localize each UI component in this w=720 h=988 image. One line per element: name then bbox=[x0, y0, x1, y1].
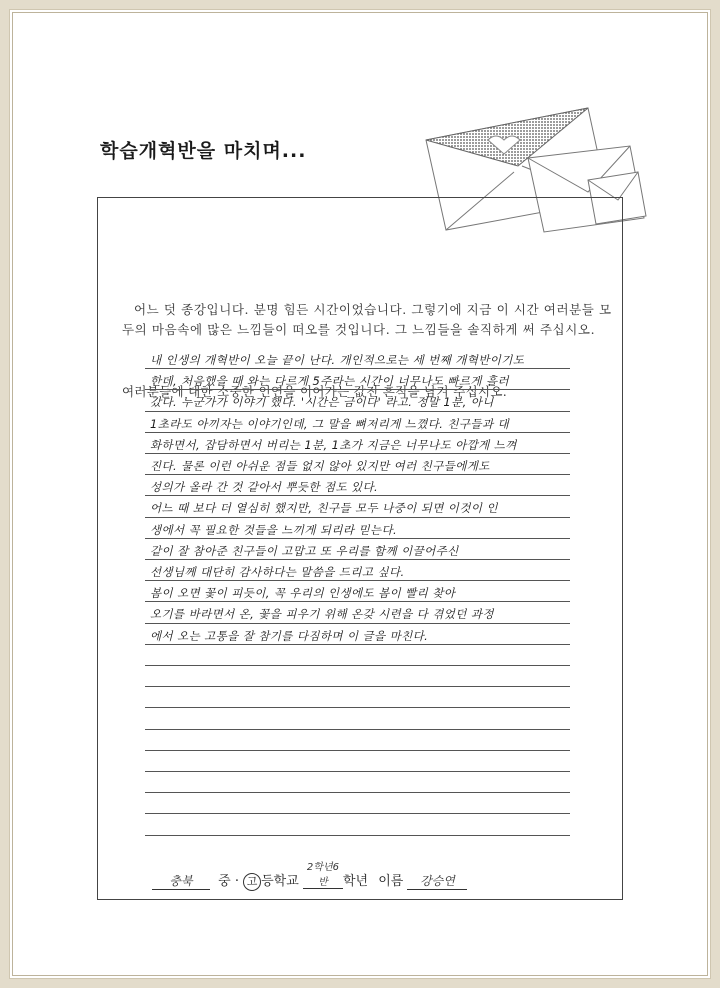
handwritten-line: 내 인생의 개혁반이 오늘 끝이 난다. 개인적으로는 세 번째 개혁반이기도 bbox=[150, 353, 525, 367]
handwritten-line: 한데, 처음했을 때 와는 다르게 5주라는 시간이 너무나도 빠르게 흘러 bbox=[150, 374, 510, 389]
grade-label: 학년 bbox=[342, 874, 369, 889]
ruled-line bbox=[145, 559, 570, 560]
ruled-line bbox=[145, 665, 570, 666]
instruction-paragraph: 여러분들에 대한 소중한 인연을 이어가는 값진 흔적을 남겨 주십시오. bbox=[122, 384, 507, 399]
ruled-line bbox=[145, 538, 570, 539]
ruled-line bbox=[145, 707, 570, 708]
handwritten-line: 오기를 바라면서 온, 꽃을 피우기 위해 온갖 시련을 다 겪었던 과정 bbox=[150, 607, 494, 622]
grade-class-field: 2학년6반 bbox=[303, 858, 343, 889]
signature-line: 충북 중 · 고 등학교 2학년6반 학년 이름 강승연 bbox=[152, 858, 467, 882]
handwritten-line: 선생님께 대단히 감사하다는 말씀을 드리고 싶다. bbox=[150, 565, 405, 579]
handwritten-line: 성의가 올라 간 것 같아서 뿌듯한 점도 있다. bbox=[150, 480, 379, 495]
instruction-paragraph: 어느 덧 종강입니다. 분명 힘든 시간이었습니다. 그렇기에 지금 이 시간 여러분들 모두의 마음속에 많은 느낌들이 떠오를 것입니다. 그 느낌들을 솔직하게 써 주십시오. bbox=[122, 302, 612, 337]
ruled-line bbox=[145, 813, 570, 814]
handwritten-line: 생에서 꼭 필요한 것들을 느끼게 되리라 믿는다. bbox=[150, 522, 398, 537]
ruled-line bbox=[145, 601, 570, 602]
ruled-line bbox=[145, 453, 570, 454]
ruled-line bbox=[145, 580, 570, 581]
ruled-line bbox=[145, 771, 570, 772]
ruled-line bbox=[145, 750, 570, 751]
handwritten-line: 화하면서, 잡담하면서 버리는 1분, 1초가 지금은 너무나도 아깝게 느껴 bbox=[150, 437, 517, 452]
ruled-line bbox=[145, 495, 570, 496]
ruled-line bbox=[145, 729, 570, 730]
handwritten-line: 1초라도 아끼자는 이야기인데, 그 말을 뼈저리게 느꼈다. 친구들과 대 bbox=[150, 416, 510, 431]
handwritten-line: 진다. 물론 이런 아쉬운 점들 없지 않아 있지만 여러 친구들에게도 bbox=[150, 459, 490, 473]
ruled-line bbox=[145, 623, 570, 624]
ruled-line bbox=[145, 517, 570, 518]
middle-school-label: 중 bbox=[218, 874, 231, 889]
high-school-circled-label: 고 bbox=[243, 873, 261, 891]
ruled-line bbox=[145, 474, 570, 475]
page-title: 학습개혁반을 마치며... bbox=[100, 140, 307, 162]
region-field: 충북 bbox=[152, 872, 210, 890]
ruled-line bbox=[145, 389, 570, 390]
handwritten-line: 봄이 오면 꽃이 피듯이, 꼭 우리의 인생에도 봄이 빨리 찾아 bbox=[150, 586, 456, 601]
handwritten-line: 어느 때 보다 더 열심히 했지만, 친구들 모두 나중이 되면 이것이 인 bbox=[150, 501, 498, 516]
name-label: 이름 bbox=[378, 874, 404, 889]
name-field: 강승연 bbox=[407, 872, 467, 890]
ruled-line bbox=[145, 644, 570, 645]
handwritten-line: 같이 잘 참아준 친구들이 고맙고 또 우리를 함께 이끌어주신 bbox=[150, 543, 459, 558]
ruled-line bbox=[145, 411, 570, 412]
handwritten-line: 갔다. 누군가가 이야기 했다. '시간은 금이다' 라고. 정말 1분, 아니 bbox=[150, 395, 494, 410]
school-suffix: 등학교 bbox=[261, 874, 299, 889]
ruled-line bbox=[145, 792, 570, 793]
ruled-line bbox=[145, 432, 570, 433]
ruled-line bbox=[145, 368, 570, 369]
ruled-line bbox=[145, 686, 570, 687]
ruled-line bbox=[145, 835, 570, 836]
handwritten-line: 에서 오는 고통을 잘 참기를 다짐하며 이 글을 마친다. bbox=[150, 628, 429, 643]
